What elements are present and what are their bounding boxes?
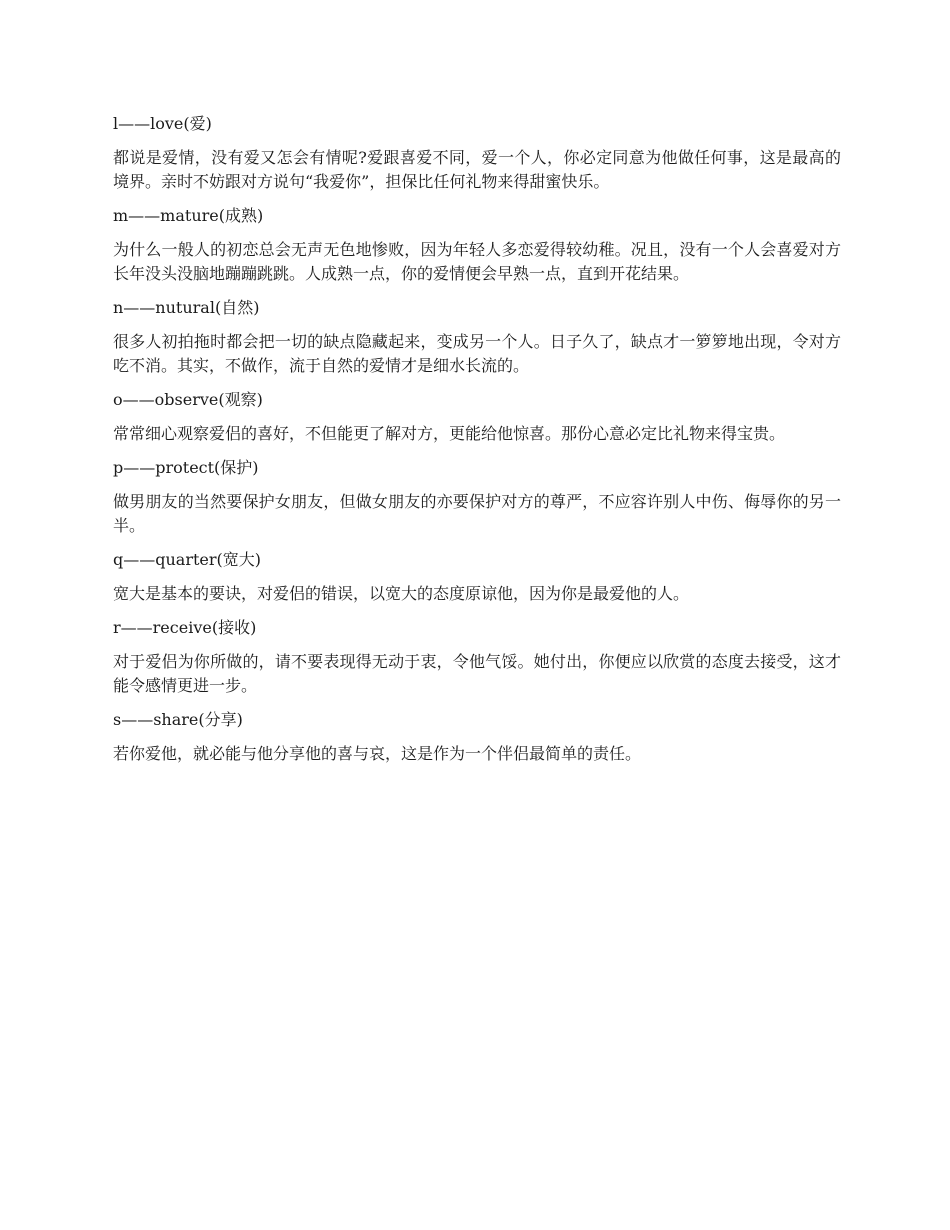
section-body: 若你爱他，就必能与他分享他的喜与哀，这是作为一个伴侣最简单的责任。 <box>113 744 642 763</box>
section-mature <box>113 204 841 286</box>
section-observe <box>113 388 841 446</box>
section-heading: m——mature(成熟) <box>113 206 264 225</box>
section-heading: r——receive(接收) <box>113 618 257 637</box>
section-heading: s——share(分享) <box>113 710 243 729</box>
section-share <box>113 708 841 766</box>
section-body: 常常细心观察爱侣的喜好，不但能更了解对方，更能给他惊喜。那份心意必定比礼物来得宝贵。 <box>113 424 786 443</box>
section-heading: p——protect(保护) <box>113 458 259 477</box>
section-heading: n——nutural(自然) <box>113 298 260 317</box>
document-page <box>113 112 841 776</box>
section-quarter <box>113 548 841 606</box>
section-body: 做男朋友的当然要保护女朋友，但做女朋友的亦要保护对方的尊严，不应容许别人中伤、侮辱你的另一半。 <box>113 492 841 535</box>
section-heading: l——love(爱) <box>113 114 212 133</box>
section-protect <box>113 456 841 538</box>
section-natural <box>113 296 841 378</box>
section-heading: o——observe(观察) <box>113 390 263 409</box>
section-body: 都说是爱情，没有爱又怎会有情呢?爱跟喜爱不同，爱一个人，你必定同意为他做任何事，这是最高的境界。亲时不妨跟对方说句“我爱你”，担保比任何礼物来得甜蜜快乐。 <box>113 148 841 191</box>
section-body: 为什么一般人的初恋总会无声无色地惨败，因为年轻人多恋爱得较幼稚。况且，没有一个人会喜爱对方长年没头没脑地蹦蹦跳跳。人成熟一点，你的爱情便会早熟一点，直到开花结果。 <box>113 240 841 283</box>
section-receive <box>113 616 841 698</box>
section-body: 很多人初拍拖时都会把一切的缺点隐藏起来，变成另一个人。日子久了，缺点才一箩箩地出现，令对方吃不消。其实，不做作，流于自然的爱情才是细水长流的。 <box>113 332 841 375</box>
section-body: 宽大是基本的要诀，对爱侣的错误，以宽大的态度原谅他，因为你是最爱他的人。 <box>113 584 690 603</box>
section-heading: q——quarter(宽大) <box>113 550 262 569</box>
section-body: 对于爱侣为你所做的，请不要表现得无动于衷，令他气馁。她付出，你便应以欣赏的态度去接受，这才能令感情更进一步。 <box>113 652 841 695</box>
section-love <box>113 112 841 194</box>
